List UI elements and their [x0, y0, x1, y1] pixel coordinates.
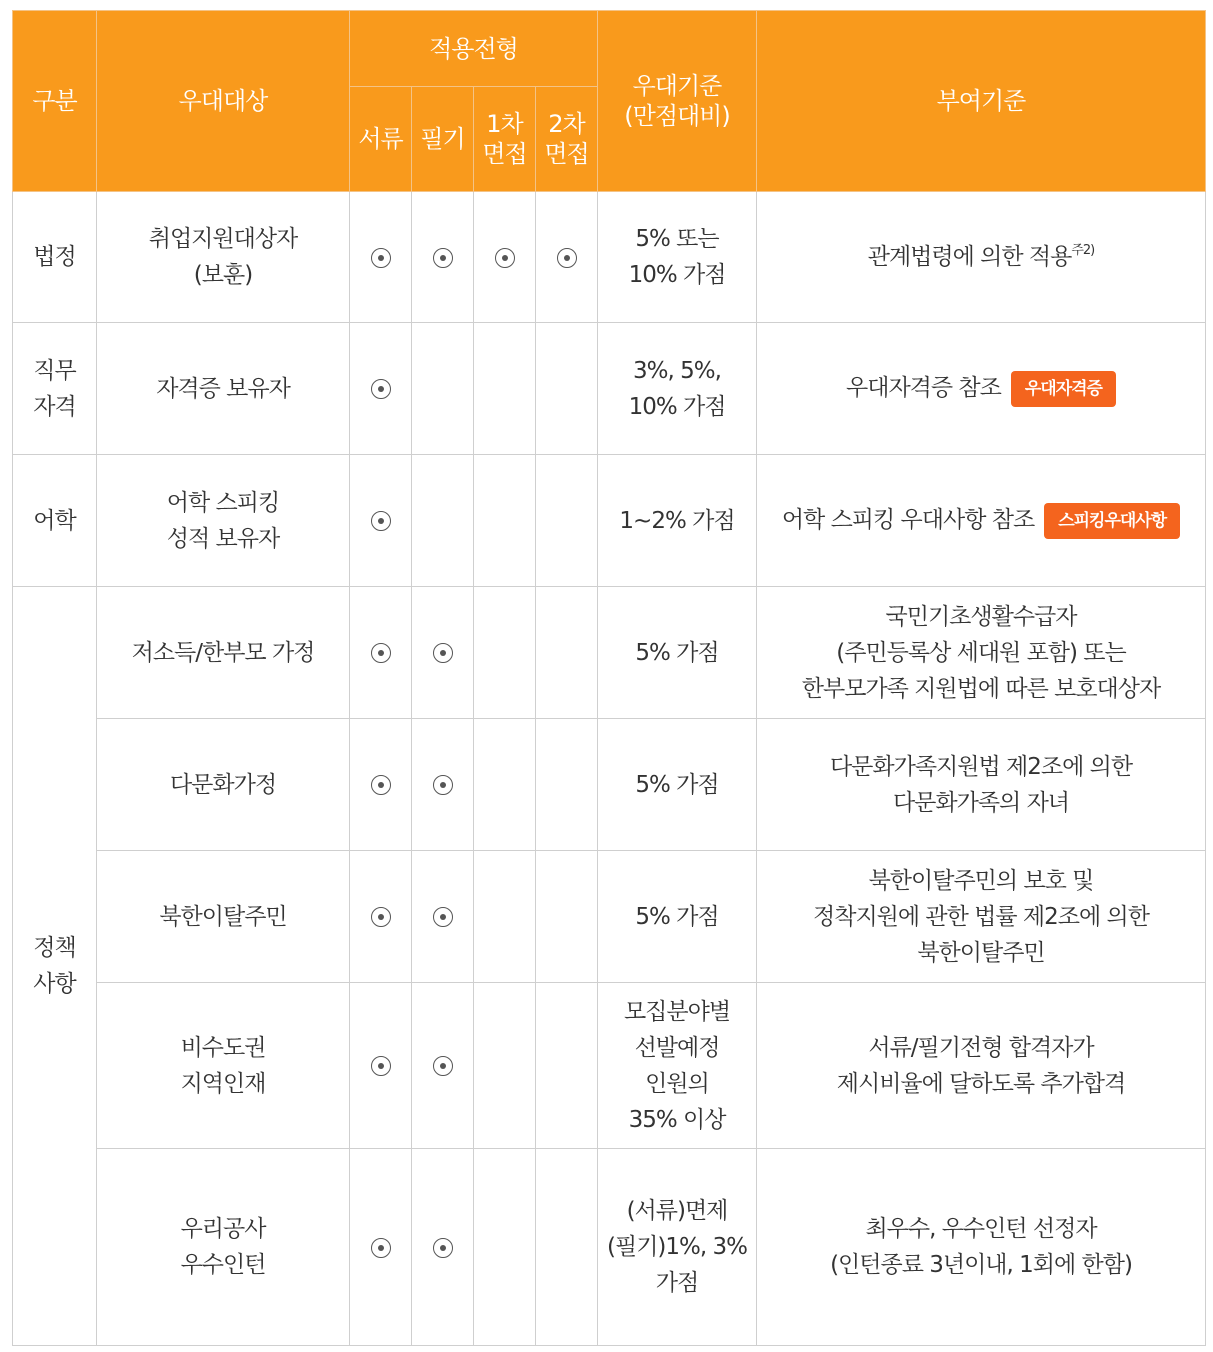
- table-body: [13, 192, 1206, 1346]
- target-cell: [97, 323, 350, 455]
- stage-cell-1: [350, 719, 412, 851]
- cell-text: 선발예정: [634, 1034, 720, 1061]
- cell-text: (서류)면제: [626, 1198, 728, 1224]
- cell-text: 북한이탈주민: [159, 903, 287, 930]
- footnote-ref: 주2): [1071, 243, 1095, 258]
- stage-cell-2: [412, 719, 474, 851]
- cell-text: 북한이탈주민: [917, 939, 1045, 966]
- stage-cell-2: [412, 455, 474, 587]
- stage-cell-4: [536, 192, 598, 323]
- table-header: [13, 11, 1206, 192]
- stage-cell-2: [412, 851, 474, 983]
- stage-cell-4: [536, 1149, 598, 1346]
- stage-cell-2: [412, 192, 474, 323]
- cell-text: 법정: [33, 244, 76, 270]
- stage-cell-1: [350, 587, 412, 719]
- cell-text: 국민기초생활수급자: [885, 603, 1077, 630]
- applied-mark-icon: [371, 1056, 391, 1076]
- cell-text: 서류/필기전형 합격자가: [868, 1034, 1094, 1061]
- cell-text: 필기: [420, 125, 465, 153]
- cell-text: 모집분야별: [623, 998, 731, 1025]
- header-target: 우대대상: [97, 11, 350, 192]
- cell-text: 어학: [33, 507, 76, 534]
- applied-mark-icon: [433, 1238, 453, 1258]
- category-cell: [13, 192, 97, 323]
- applied-mark-icon: [495, 248, 515, 268]
- criteria-cell: [598, 851, 757, 983]
- stage-cell-3: [474, 323, 536, 455]
- cell-text: 5% 가점: [635, 903, 719, 930]
- cell-text: 우리공사: [180, 1216, 266, 1242]
- grant-text: 우대자격증 참조: [846, 375, 1001, 402]
- applied-mark-icon: [371, 1238, 391, 1258]
- cell-text: 면접: [482, 140, 527, 168]
- header-stage-4: [536, 87, 598, 192]
- cell-text: 정책: [33, 935, 76, 961]
- cell-text: 취업지원대상자: [148, 226, 298, 252]
- cell-text: 다문화가족의 자녀: [892, 789, 1070, 816]
- stage-cell-1: [350, 1149, 412, 1346]
- cell-text: 35% 이상: [628, 1106, 726, 1133]
- cell-text: (인턴종료 3년이내, 1회에 한함): [830, 1252, 1132, 1278]
- target-cell: [97, 983, 350, 1149]
- preference-table: [12, 10, 1206, 1346]
- cell-text: 지역인재: [180, 1070, 266, 1097]
- cell-text: 다문화가족지원법 제2조에 의한: [829, 753, 1133, 780]
- stage-cell-3: [474, 455, 536, 587]
- grant-cell: [757, 983, 1206, 1149]
- header-stage-3: [474, 87, 536, 192]
- header-category: 구분: [13, 11, 97, 192]
- cell-text: 최우수, 우수인턴 선정자: [865, 1216, 1097, 1242]
- grant-cell: [757, 455, 1206, 587]
- cell-text: 5% 가점: [635, 639, 719, 666]
- applied-mark-icon: [371, 379, 391, 399]
- cell-text: 가점: [655, 1270, 699, 1296]
- target-cell: [97, 719, 350, 851]
- stage-cell-4: [536, 455, 598, 587]
- table-row: [13, 192, 1206, 323]
- grant-cell: [757, 1149, 1206, 1346]
- target-cell: [97, 587, 350, 719]
- applied-mark-icon: [433, 775, 453, 795]
- applied-mark-icon: [371, 643, 391, 663]
- stage-cell-4: [536, 851, 598, 983]
- cell-text: 다문화가정: [169, 771, 277, 798]
- cell-text: 1~2% 가점: [619, 507, 735, 534]
- header-stage-1: [350, 87, 412, 192]
- stage-cell-1: [350, 455, 412, 587]
- cell-text: 어학 스피킹: [166, 489, 280, 516]
- target-cell: [97, 192, 350, 323]
- stage-cell-1: [350, 851, 412, 983]
- cell-text: 10% 가점: [628, 393, 726, 420]
- grant-cell: [757, 323, 1206, 455]
- criteria-cell: [598, 323, 757, 455]
- criteria-cell: [598, 719, 757, 851]
- applied-mark-icon: [371, 775, 391, 795]
- table-row: [13, 587, 1206, 719]
- cell-text: 비수도권: [180, 1034, 266, 1061]
- cell-text: 1차: [486, 110, 523, 138]
- cell-text: 자격: [33, 393, 76, 420]
- stage-cell-3: [474, 719, 536, 851]
- stage-cell-2: [412, 983, 474, 1149]
- criteria-cell: [598, 983, 757, 1149]
- stage-cell-2: [412, 1149, 474, 1346]
- applied-mark-icon: [371, 907, 391, 927]
- stage-cell-2: [412, 587, 474, 719]
- applied-mark-icon: [371, 248, 391, 268]
- header-stage-group: 적용전형: [350, 11, 598, 87]
- cell-text: 북한이탈주민의 보호 및: [868, 867, 1094, 894]
- table-row: [13, 719, 1206, 851]
- category-cell: [13, 455, 97, 587]
- cell-text: 10% 가점: [628, 262, 726, 288]
- stage-cell-3: [474, 1149, 536, 1346]
- stage-cell-3: [474, 587, 536, 719]
- cell-text: 면접: [544, 140, 589, 168]
- cell-text: 제시비율에 달하도록 추가합격: [836, 1070, 1126, 1097]
- table-row: [13, 323, 1206, 455]
- category-cell: [13, 587, 97, 1346]
- cell-text: 자격증 보유자: [156, 375, 290, 402]
- stage-cell-4: [536, 719, 598, 851]
- grant-text: 관계법령에 의한 적용: [867, 244, 1072, 270]
- applied-mark-icon: [433, 1056, 453, 1076]
- cell-text: (주민등록상 세대원 포함) 또는: [836, 639, 1126, 666]
- stage-cell-3: [474, 983, 536, 1149]
- criteria-cell: [598, 455, 757, 587]
- table-row: [13, 455, 1206, 587]
- cell-text: 인원의: [645, 1070, 709, 1097]
- criteria-cell: [598, 192, 757, 323]
- criteria-cell: [598, 1149, 757, 1346]
- grant-text: 어학 스피킹 우대사항 참조: [781, 507, 1035, 534]
- target-cell: [97, 851, 350, 983]
- cell-text: 5% 또는: [635, 226, 719, 252]
- header-grant: 부여기준: [757, 11, 1206, 192]
- stage-cell-1: [350, 983, 412, 1149]
- reference-badge-button[interactable]: 스피킹우대사항: [1044, 503, 1180, 539]
- reference-badge-button[interactable]: 우대자격증: [1011, 371, 1116, 407]
- header-criteria: 우대기준 (만점대비): [598, 11, 757, 192]
- table-row: [13, 1149, 1206, 1346]
- stage-cell-3: [474, 851, 536, 983]
- cell-text: 우수인턴: [180, 1252, 266, 1278]
- applied-mark-icon: [557, 248, 577, 268]
- grant-cell: [757, 719, 1206, 851]
- applied-mark-icon: [433, 907, 453, 927]
- stage-cell-3: [474, 192, 536, 323]
- cell-text: 2차: [548, 110, 585, 138]
- cell-text: 3%, 5%,: [633, 357, 721, 384]
- grant-cell: [757, 851, 1206, 983]
- grant-cell: [757, 192, 1206, 323]
- cell-text: 사항: [33, 971, 76, 997]
- header-stage-2: [412, 87, 474, 192]
- target-cell: [97, 1149, 350, 1346]
- table-row: [13, 983, 1206, 1149]
- category-cell: [13, 323, 97, 455]
- criteria-cell: [598, 587, 757, 719]
- applied-mark-icon: [433, 643, 453, 663]
- cell-text: (필기)1%, 3%: [607, 1234, 747, 1260]
- cell-text: (보훈): [193, 262, 253, 288]
- target-cell: [97, 455, 350, 587]
- stage-cell-2: [412, 323, 474, 455]
- cell-text: 한부모가족 지원법에 따른 보호대상자: [801, 675, 1161, 702]
- stage-cell-1: [350, 192, 412, 323]
- cell-text: 서류: [358, 125, 403, 153]
- applied-mark-icon: [371, 511, 391, 531]
- grant-cell: [757, 587, 1206, 719]
- stage-cell-4: [536, 323, 598, 455]
- applied-mark-icon: [433, 248, 453, 268]
- cell-text: 직무: [33, 357, 76, 384]
- table-row: [13, 851, 1206, 983]
- cell-text: 5% 가점: [635, 771, 719, 798]
- cell-text: 성적 보유자: [166, 525, 280, 552]
- cell-text: 저소득/한부모 가정: [131, 639, 315, 666]
- stage-cell-4: [536, 587, 598, 719]
- cell-text: 정착지원에 관한 법률 제2조에 의한: [813, 903, 1149, 930]
- stage-cell-4: [536, 983, 598, 1149]
- stage-cell-1: [350, 323, 412, 455]
